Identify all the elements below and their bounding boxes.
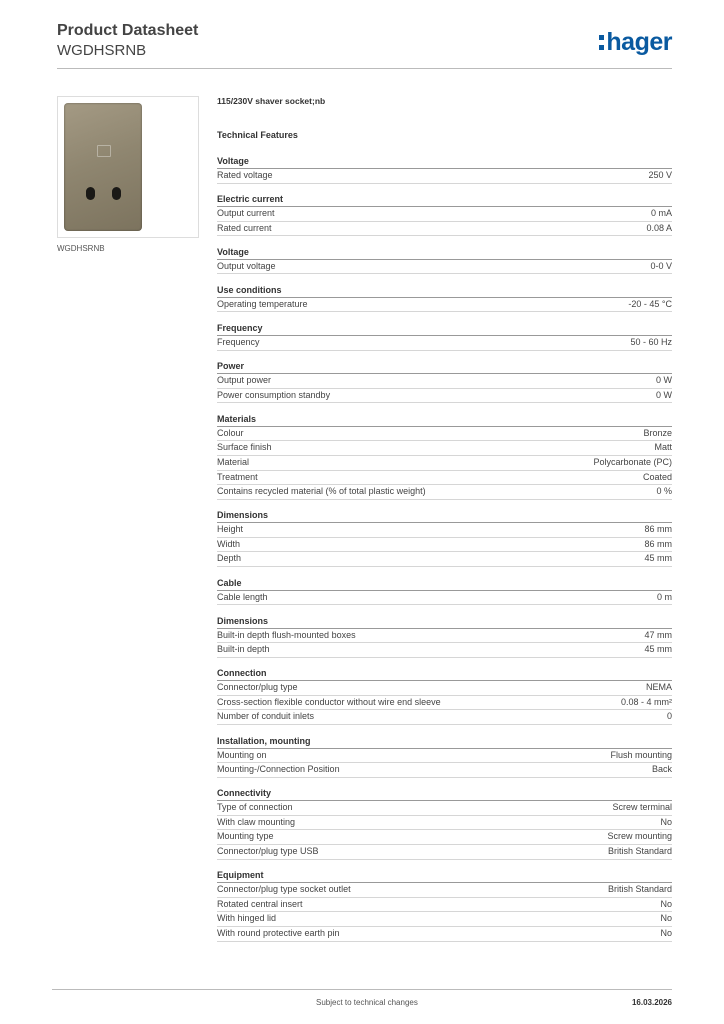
spec-value: 47 mm [644, 629, 672, 640]
spec-value: Screw terminal [612, 802, 672, 813]
spec-row [217, 538, 672, 553]
spec-label: Cross-section flexible conductor without wire end sleeve [217, 696, 441, 707]
spec-value: 0 [666, 711, 672, 722]
spec-row [217, 710, 672, 725]
spec-row [217, 912, 672, 927]
section-title: Frequency [217, 322, 672, 336]
spec-label: Output current [217, 208, 275, 219]
spec-label: With claw mounting [217, 816, 296, 827]
spec-label: Mounting-/Connection Position [217, 764, 340, 775]
spec-label: Connector/plug type socket outlet [217, 884, 351, 895]
spec-label: Surface finish [217, 442, 272, 453]
spec-value: British Standard [607, 884, 672, 895]
spec-value: No [660, 816, 672, 827]
spec-label: Rotated central insert [217, 898, 303, 909]
spec-label: Treatment [217, 471, 258, 482]
spec-label: Rated voltage [217, 170, 273, 180]
spec-row [217, 389, 672, 404]
spec-label: Depth [217, 553, 242, 564]
spec-label: Frequency [217, 336, 260, 347]
spec-section [217, 155, 672, 184]
socket-pin-hole [86, 187, 95, 200]
section-title: Dimensions [217, 615, 672, 629]
spec-section [217, 735, 672, 778]
section-title: Connectivity [217, 787, 672, 801]
spec-label: Connector/plug type USB [217, 846, 319, 857]
spec-value: 86 mm [644, 538, 672, 549]
spec-row [217, 801, 672, 816]
spec-label: Height [217, 524, 244, 535]
section-title: Use conditions [217, 284, 672, 298]
section-title: Materials [217, 413, 672, 427]
spec-row [217, 696, 672, 711]
spec-value: -20 - 45 °C [628, 298, 672, 309]
spec-value: No [660, 913, 672, 924]
image-caption: WGDHSRNB [57, 244, 105, 253]
header-divider [57, 68, 672, 69]
spec-section [217, 615, 672, 658]
shaver-symbol-icon [97, 145, 111, 157]
logo-dots-icon [599, 28, 605, 48]
socket-pin-hole [112, 187, 121, 200]
product-code: WGDHSRNB [57, 42, 147, 59]
spec-row [217, 629, 672, 644]
spec-label: With round protective earth pin [217, 927, 340, 938]
spec-row [217, 845, 672, 860]
spec-value: 86 mm [644, 524, 672, 535]
spec-section [217, 577, 672, 606]
spec-value: Back [651, 764, 672, 775]
shaver-socket-plate-icon [64, 103, 142, 231]
spec-value: Coated [642, 471, 672, 482]
spec-row [217, 883, 672, 898]
spec-value: 0 W [655, 375, 672, 386]
spec-row [217, 485, 672, 500]
spec-label: Output voltage [217, 260, 276, 271]
spec-label: Operating temperature [217, 298, 308, 309]
footer-date: 16.03.2026 [631, 998, 672, 1007]
spec-value: British Standard [607, 846, 672, 857]
spec-value: 50 - 60 Hz [630, 336, 672, 347]
spec-value: Bronze [643, 427, 672, 438]
footer-divider [52, 989, 672, 990]
spec-row [217, 816, 672, 831]
spec-row [217, 260, 672, 275]
spec-row [217, 749, 672, 764]
spec-row [217, 552, 672, 567]
hager-logo [599, 28, 672, 56]
spec-label: Colour [217, 427, 244, 438]
spec-row [217, 427, 672, 442]
spec-section [217, 246, 672, 275]
spec-value: 0-0 V [650, 260, 672, 271]
section-title: Equipment [217, 869, 672, 883]
spec-row [217, 681, 672, 696]
spec-row [217, 374, 672, 389]
spec-value: No [660, 927, 672, 938]
section-title: Electric current [217, 193, 672, 207]
spec-section [217, 509, 672, 567]
spec-row [217, 456, 672, 471]
spec-section [217, 869, 672, 941]
spec-row [217, 207, 672, 222]
section-title: Voltage [217, 246, 672, 260]
spec-label: With hinged lid [217, 913, 277, 924]
logo-text: hager [606, 28, 672, 56]
spec-value: 0 m [656, 591, 672, 602]
spec-value: NEMA [645, 682, 672, 693]
spec-row [217, 591, 672, 606]
spec-row [217, 898, 672, 913]
spec-section [217, 413, 672, 500]
spec-row [217, 336, 672, 351]
spec-section [217, 322, 672, 351]
spec-label: Width [217, 538, 241, 549]
spec-value: 45 mm [644, 553, 672, 564]
page-title: Product Datasheet [57, 22, 199, 39]
footer-note: Subject to technical changes [316, 998, 418, 1007]
spec-row [217, 927, 672, 942]
section-title: Dimensions [217, 509, 672, 523]
spec-label: Type of connection [217, 802, 293, 813]
spec-value: 0 % [656, 486, 672, 497]
spec-value: No [660, 898, 672, 909]
spec-section [217, 360, 672, 403]
spec-section [217, 193, 672, 236]
spec-label: Output power [217, 375, 272, 386]
spec-value: 0 mA [650, 208, 672, 219]
spec-label: Built-in depth [217, 644, 270, 655]
spec-value: 250 V [648, 170, 672, 180]
product-image [57, 96, 199, 238]
spec-label: Mounting on [217, 749, 267, 760]
spec-value: 45 mm [644, 644, 672, 655]
section-title: Cable [217, 577, 672, 591]
spec-label: Material [217, 456, 250, 467]
spec-row [217, 471, 672, 486]
spec-value: Polycarbonate (PC) [593, 456, 672, 467]
spec-content [217, 96, 672, 951]
section-title: Installation, mounting [217, 735, 672, 749]
spec-label: Connector/plug type [217, 682, 298, 693]
spec-value: Matt [654, 442, 672, 453]
spec-label: Rated current [217, 222, 272, 233]
spec-section [217, 284, 672, 313]
spec-row [217, 441, 672, 456]
spec-row [217, 298, 672, 313]
spec-value: Flush mounting [610, 749, 672, 760]
page-header [57, 20, 672, 70]
spec-value: 0.08 A [646, 222, 672, 233]
spec-label: Cable length [217, 591, 268, 602]
section-title: Voltage [217, 155, 672, 169]
product-description: 115/230V shaver socket;nb [217, 96, 326, 106]
technical-features-heading: Technical Features [217, 130, 298, 140]
spec-label: Built-in depth flush-mounted boxes [217, 629, 356, 640]
spec-section [217, 787, 672, 859]
spec-label: Contains recycled material (% of total plastic weight) [217, 486, 426, 497]
spec-section [217, 667, 672, 725]
spec-row [217, 643, 672, 658]
spec-sections [217, 155, 672, 942]
spec-label: Number of conduit inlets [217, 711, 315, 722]
spec-value: Screw mounting [607, 831, 672, 842]
spec-row [217, 523, 672, 538]
spec-row [217, 763, 672, 778]
spec-label: Power consumption standby [217, 389, 331, 400]
spec-row [217, 169, 672, 184]
spec-row [217, 830, 672, 845]
spec-value: 0 W [655, 389, 672, 400]
spec-label: Mounting type [217, 831, 274, 842]
section-title: Power [217, 360, 672, 374]
spec-row [217, 222, 672, 237]
section-title: Connection [217, 667, 672, 681]
spec-value: 0.08 - 4 mm² [620, 696, 672, 707]
